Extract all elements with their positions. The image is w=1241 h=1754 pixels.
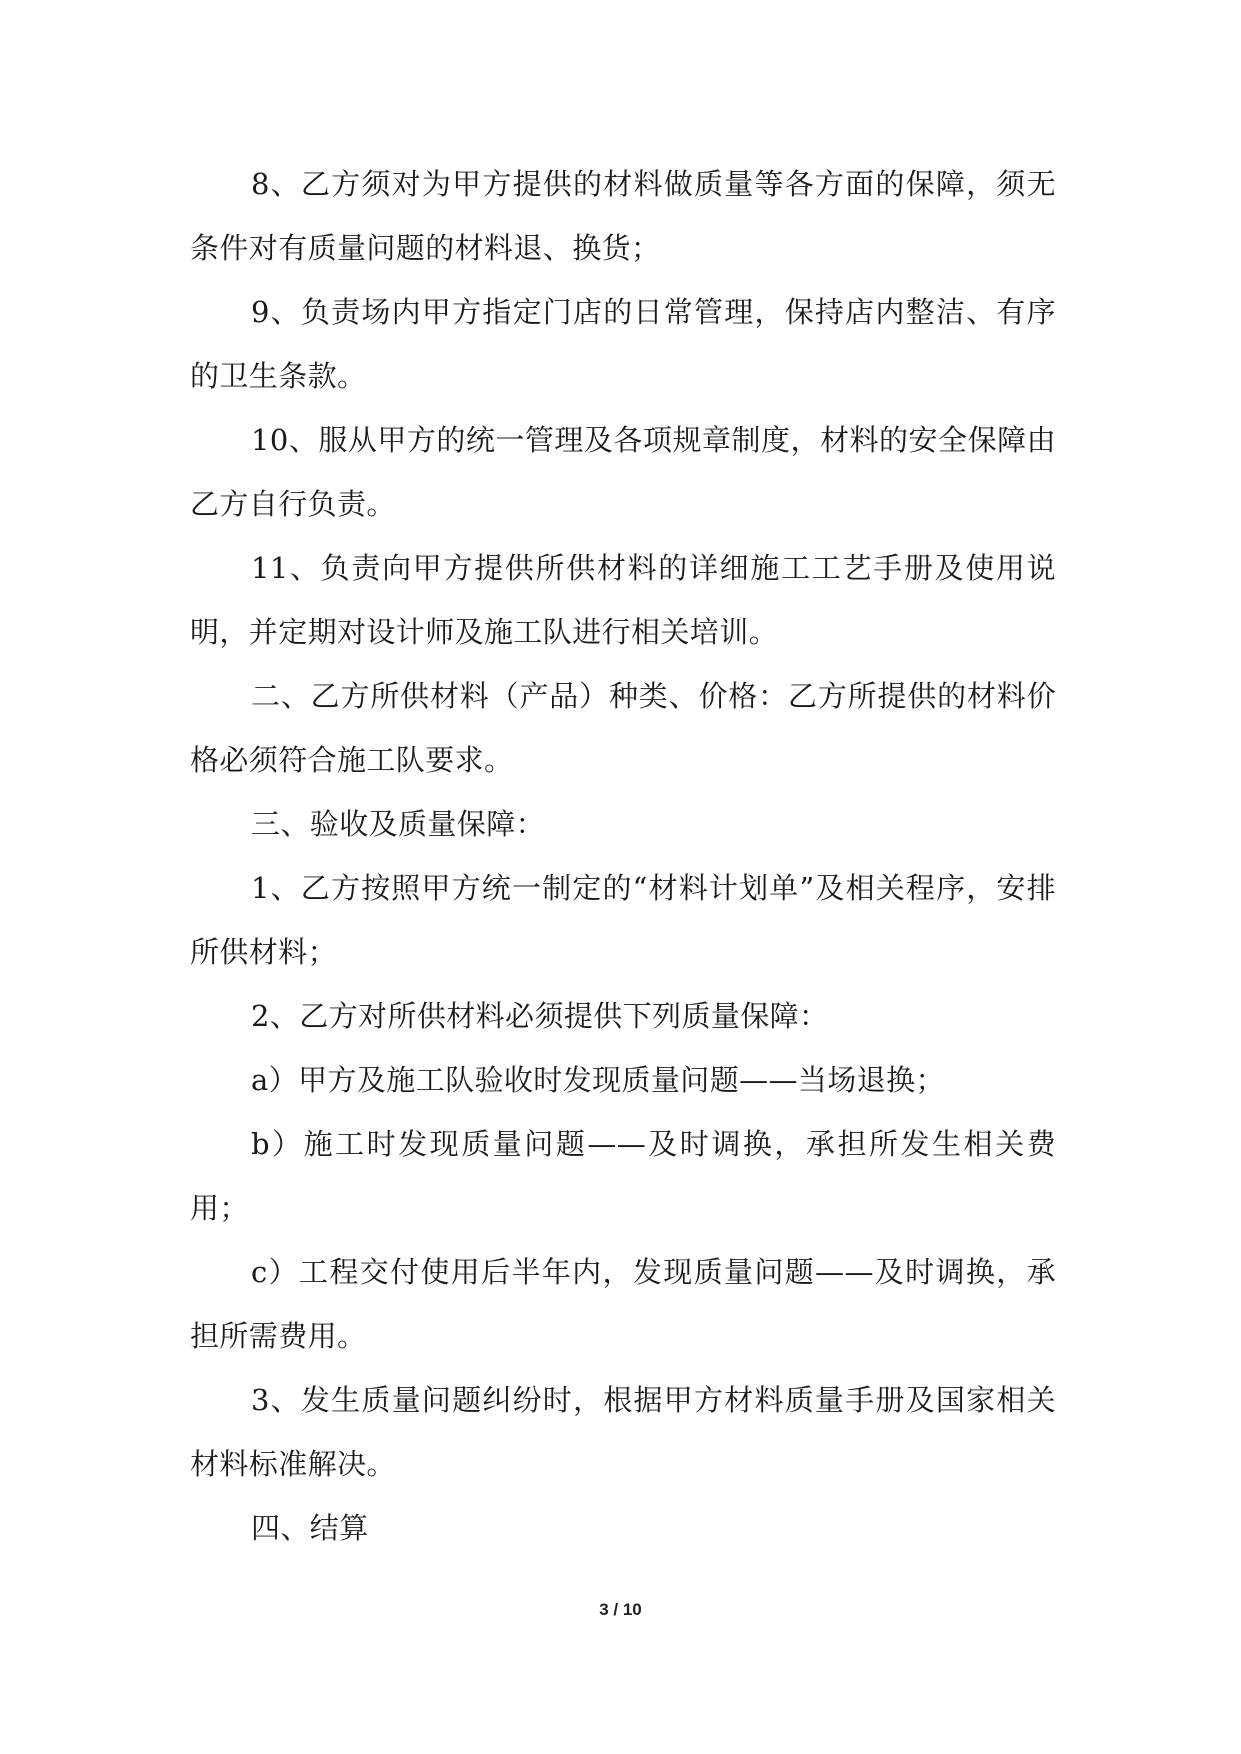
paragraph: 8、乙方须对为甲方提供的材料做质量等各方面的保障，须无条件对有质量问题的材料退、换货；	[190, 167, 1056, 265]
paragraph: 9、负责场内甲方指定门店的日常管理，保持店内整洁、有序的卫生条款。	[190, 295, 1056, 393]
page-number: 3 / 10	[599, 1600, 642, 1619]
paragraph: 3、发生质量问题纠纷时，根据甲方材料质量手册及国家相关材料标准解决。	[190, 1383, 1056, 1481]
section-heading: 四、结算	[251, 1511, 369, 1545]
list-item: b）施工时发现质量问题——及时调换，承担所发生相关费用；	[190, 1127, 1056, 1225]
paragraph: 1、乙方按照甲方统一制定的“材料计划单”及相关程序，安排所供材料；	[190, 871, 1056, 969]
list-item: c）工程交付使用后半年内，发现质量问题——及时调换，承担所需费用。	[190, 1255, 1056, 1353]
paragraph: 10、服从甲方的统一管理及各项规章制度，材料的安全保障由乙方自行负责。	[190, 423, 1056, 521]
section-heading-paragraph: 二、乙方所供材料（产品）种类、价格：乙方所提供的材料价格必须符合施工队要求。	[190, 679, 1056, 777]
paragraph: 11、负责向甲方提供所供材料的详细施工工艺手册及使用说明，并定期对设计师及施工队进行相关培训。	[190, 551, 1056, 649]
section-heading: 三、验收及质量保障：	[251, 807, 546, 841]
list-item: a）甲方及施工队验收时发现质量问题——当场退换；	[251, 1063, 945, 1097]
document-body	[190, 152, 1056, 1560]
paragraph: 2、乙方对所供材料必须提供下列质量保障：	[251, 999, 829, 1033]
